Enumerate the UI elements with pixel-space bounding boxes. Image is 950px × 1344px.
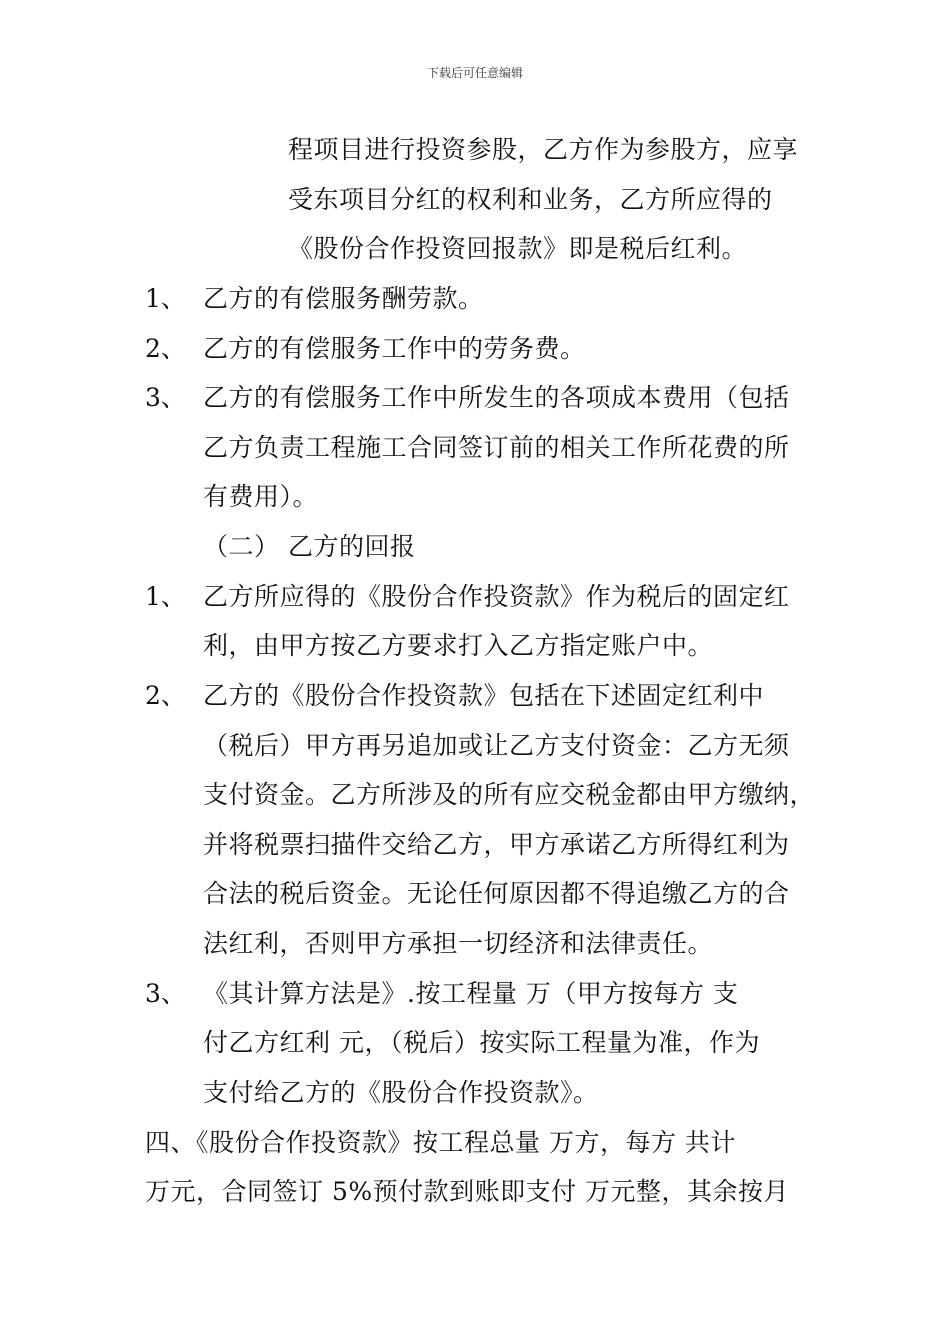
paragraph-line: 四、《股份合作投资款》按工程总量 万方，每方 共计 [145,1128,736,1157]
list-item-number: 1、 [145,582,186,611]
list-item-text: 乙方的《股份合作投资款》包括在下述固定红利中 [203,681,765,710]
list-item-text: 法红利，否则甲方承担一切经济和法律责任。 [203,929,714,958]
list-item-text: 付乙方红利 元，（税后）按实际工程量为准，作为 [203,1028,760,1057]
list-item-text: 乙方的有偿服务工作中所发生的各项成本费用（包括 [203,383,790,412]
paragraph-line: 《股份合作投资回报款》即是税后红利。 [288,234,748,263]
list-item-text: （税后）甲方再另追加或让乙方支付资金：乙方无须 [203,731,790,760]
list-item-text: 乙方的有偿服务工作中的劳务费。 [203,334,586,363]
list-item-text: 有费用）。 [203,482,319,511]
list-item-text: 支付资金。乙方所涉及的所有应交税金都由甲方缴纳， [203,780,816,809]
list-item-text: 并将税票扫描件交给乙方，甲方承诺乙方所得红利为 [203,830,790,859]
list-item-text: 合法的税后资金。无论任何原因都不得追缴乙方的合 [203,879,790,908]
list-item-text: 乙方负责工程施工合同签订前的相关工作所花费的所 [203,433,790,462]
list-item-text: 乙方所应得的《股份合作投资款》作为税后的固定红 [203,582,790,611]
paragraph-line: 程项目进行投资参股，乙方作为参股方，应享 [288,135,799,164]
list-item-number: 3、 [145,383,186,412]
list-item-text: 利，由甲方按乙方要求打入乙方指定账户中。 [203,631,714,660]
paragraph-line: 受东项目分红的权利和业务，乙方所应得的 [288,185,773,214]
page-header: 下载后可任意编辑 [426,66,523,80]
list-item-number: 3、 [145,979,186,1008]
list-item-text: 《其计算方法是》.按工程量 万（甲方按每方 支 [203,979,739,1008]
list-item-text: 乙方的有偿服务酬劳款。 [203,284,484,313]
section-heading: （二） 乙方的回报 [203,532,416,561]
paragraph-line: 万元，合同签订 5%预付款到账即支付 万元整，其余按月 [145,1177,790,1206]
list-item-text: 支付给乙方的《股份合作投资款》。 [203,1078,599,1107]
list-item-number: 1、 [145,284,186,313]
list-item-number: 2、 [145,681,186,710]
list-item-number: 2、 [145,334,186,363]
